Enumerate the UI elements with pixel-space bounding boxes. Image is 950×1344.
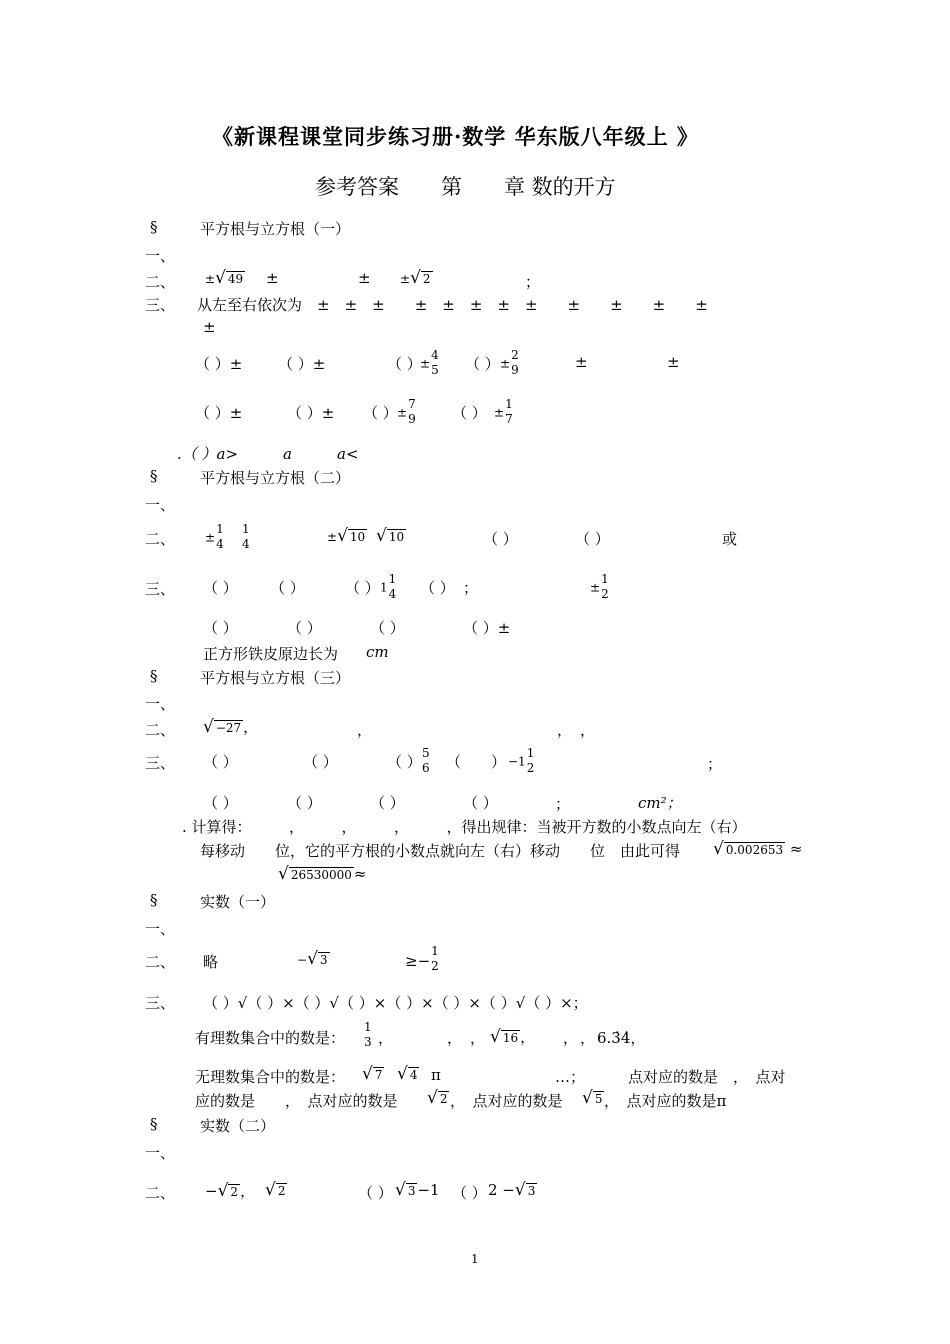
sec4-er: 二、 bbox=[145, 953, 176, 971]
sec4-rad7: √ 7 bbox=[362, 1064, 383, 1084]
sec2-heading: 平方根与立方根（二） bbox=[200, 469, 351, 487]
sec4-rational-item: ， bbox=[470, 1029, 486, 1047]
sec1-row3-item: （ ） bbox=[452, 404, 487, 422]
sec2-frac-1-2-pm: ± 1 2 bbox=[590, 572, 609, 601]
sec2-san-item: （ ） bbox=[270, 579, 305, 597]
section-mark: § bbox=[150, 467, 158, 485]
page-subtitle: 参考答案 第 章 数的开方 bbox=[315, 175, 616, 199]
sec2-row2-item: （ ） bbox=[370, 619, 405, 637]
sec5-er: 二、 bbox=[145, 1184, 176, 1202]
sec2-san-item: （ ） bbox=[203, 579, 238, 597]
section-mark: § bbox=[150, 891, 158, 909]
sec2-mixed-1-1-4: 1 1 4 bbox=[380, 572, 397, 601]
sec3-san-item: ； bbox=[707, 755, 723, 773]
sec4-rad2: √ 2 bbox=[427, 1088, 448, 1108]
sec1-san-pm: ± bbox=[203, 318, 216, 336]
section-mark: § bbox=[150, 218, 158, 236]
sec4-rational-item: ， bbox=[378, 1029, 394, 1047]
sec1-row2-item: ± bbox=[575, 353, 588, 371]
sec1-san-text: 从左至右依次为 ± ± ± ± ± ± ± ± ± ± ± ± bbox=[197, 296, 708, 314]
sec4-frac-1-3: 1 3 bbox=[364, 1020, 372, 1049]
sec4-er-item: 略 bbox=[203, 953, 219, 971]
sec1-er-rad2: ±√ 2 bbox=[400, 268, 431, 288]
sec3-row2-item: （ ） bbox=[203, 794, 238, 812]
sec2-row2-item: （ ） bbox=[203, 619, 238, 637]
sec4-line3: 应的数是 ， 点对应的数是 bbox=[195, 1092, 398, 1110]
sec3-calc2: 每移动 位，它的平方根的小数点就向左（右）移动 位 由此可得 bbox=[200, 842, 681, 860]
sec3-san-item: （ ） bbox=[387, 753, 422, 771]
sec4-rad16: √ 16 ， bbox=[490, 1027, 536, 1047]
sec3-san: 三、 bbox=[145, 754, 176, 772]
sec4-san-text: （ ）√（ ）×（ ）√（ ）×（ ）×（ ）×（ ）√（ ）×； bbox=[203, 994, 588, 1012]
sec3-row2-item: （ ） bbox=[287, 794, 322, 812]
sec1-row2-item: （ ）± bbox=[195, 355, 243, 373]
sec3-row2-item: （ ） bbox=[370, 794, 405, 812]
sec5-heading: 实数（二） bbox=[200, 1117, 276, 1135]
sec5-yi: 一、 bbox=[145, 1144, 176, 1162]
sec4-rational-label: 有理数集合中的数是： bbox=[195, 1029, 346, 1047]
sec2-san-item: ； bbox=[463, 579, 479, 597]
sec2-side-text: 正方形铁皮原边长为 bbox=[203, 645, 339, 663]
sec2-rad10: √ 10 bbox=[376, 526, 405, 546]
sec2-er-item: （ ） bbox=[575, 530, 610, 548]
sec2-frac-1-4: 1 4 bbox=[242, 522, 250, 551]
sec1-frac-1-7: ± 1 7 bbox=[494, 397, 513, 426]
sec4-heading: 实数（一） bbox=[200, 893, 276, 911]
sec2-er-item: 或 bbox=[722, 530, 738, 548]
sec3-yi: 一、 bbox=[145, 695, 176, 713]
sec3-san-item: （ ） bbox=[446, 753, 507, 771]
sec3-er-comma: ， bbox=[580, 721, 596, 739]
sec2-san: 三、 bbox=[145, 580, 176, 598]
sec5-rad2: √ 2 bbox=[265, 1180, 286, 1200]
sec3-er: 二、 bbox=[145, 721, 176, 739]
sec1-yi: 一、 bbox=[145, 247, 176, 265]
sec3-heading: 平方根与立方根（三） bbox=[200, 669, 351, 687]
sec2-san-item: （ ） bbox=[345, 579, 380, 597]
sec1-row2-item: （ ） bbox=[465, 355, 500, 373]
sec3-san-item: （ ） bbox=[303, 753, 338, 771]
sec4-line3: ， 点对应的数是π bbox=[604, 1092, 727, 1110]
sec2-row2-item: （ ）± bbox=[463, 619, 511, 637]
sec4-rational-item: 6.3̇4̇， bbox=[597, 1029, 646, 1047]
sec1-er: 二、 bbox=[145, 273, 176, 291]
page-title: 《新课程课堂同步练习册·数学 华东版八年级上 》 bbox=[212, 124, 699, 149]
sec4-rad4: √ 4 bbox=[397, 1064, 418, 1084]
sec2-er: 二、 bbox=[145, 530, 176, 548]
sec5-er-item: （ ） bbox=[358, 1184, 393, 1202]
sec4-san: 三、 bbox=[145, 994, 176, 1012]
sec1-row3-item: （ ） bbox=[363, 404, 398, 422]
sec1-er-rad49: ±√ 49 bbox=[205, 268, 244, 288]
sec3-rad-neg27: √ −27 ， bbox=[203, 717, 259, 737]
sec1-er-semicolon: ； bbox=[525, 273, 541, 291]
sec2-frac-1-4-pm: ± 1 4 bbox=[205, 522, 224, 551]
sec1-frac-7-9: ± 7 9 bbox=[397, 397, 416, 426]
sec1-row2-item: ± bbox=[667, 353, 680, 371]
sec4-irrational-label: 无理数集合中的数是： bbox=[195, 1068, 346, 1086]
page-number: 1 bbox=[471, 1252, 479, 1266]
sec1-frac-4-5: ± 4 5 bbox=[420, 348, 439, 377]
sec4-line3: ， 点对应的数是 bbox=[450, 1092, 563, 1110]
sec1-row2-item: （ ）± bbox=[278, 355, 326, 373]
sec4-irr-item: …； bbox=[555, 1068, 586, 1086]
sec2-row2-item: （ ） bbox=[287, 619, 322, 637]
sec2-yi: 一、 bbox=[145, 496, 176, 514]
sec4-yi: 一、 bbox=[145, 920, 176, 938]
sec1-last: .（ ）a> a a< bbox=[177, 445, 359, 463]
sec3-er-comma: ， bbox=[557, 721, 573, 739]
sec4-neg-rad3: −√ 3 bbox=[297, 949, 328, 969]
sec2-san-item: （ ） bbox=[420, 579, 455, 597]
sec1-row2-item: （ ） bbox=[387, 355, 422, 373]
sec4-rational-item: ， bbox=[580, 1029, 596, 1047]
sec1-row3-item: （ ）± bbox=[287, 404, 335, 422]
sec5-2-minus-rad3: 2 −√ 3 bbox=[488, 1180, 536, 1200]
sec5-neg-rad2: −√ 2 ， bbox=[205, 1181, 256, 1201]
sec3-san-item: （ ） bbox=[203, 753, 238, 771]
sec3-rad-26530000: √ 26530000 ≈ bbox=[278, 864, 367, 884]
sec3-row2-item: （ ） bbox=[463, 794, 498, 812]
sec4-rational-item: ， bbox=[447, 1029, 463, 1047]
sec4-rational-item: ， bbox=[563, 1029, 579, 1047]
section-mark: § bbox=[150, 667, 158, 685]
sec1-frac-2-9: ± 2 9 bbox=[500, 348, 519, 377]
sec3-row2-item: ； bbox=[555, 795, 571, 813]
sec2-er-item: （ ） bbox=[483, 530, 518, 548]
sec1-san: 三、 bbox=[145, 296, 176, 314]
sec1-er-pm1: ± bbox=[266, 269, 279, 287]
sec4-pi: π bbox=[431, 1066, 441, 1084]
sec5-er-item: （ ） bbox=[452, 1184, 487, 1202]
sec5-rad3-minus1: √ 3 −1 bbox=[395, 1180, 440, 1200]
sec3-rad-0002653: √ 0.002653 ≈ bbox=[713, 839, 803, 859]
section-mark: § bbox=[150, 1115, 158, 1133]
sec3-row2-unit: cm²； bbox=[638, 794, 682, 812]
sec4-ge-frac: ≥− 1 2 bbox=[405, 944, 439, 973]
sec3-mixed-neg1-1-2: −1 1 2 bbox=[508, 746, 535, 775]
sec1-er-pm2: ± bbox=[358, 269, 371, 287]
sec3-calc: . 计算得： ， ， ， ，得出规律：当被开方数的小数点向左（右） bbox=[182, 818, 747, 836]
sec2-unit: cm bbox=[366, 643, 389, 661]
sec2-rad10-pm: ±√ 10 bbox=[327, 526, 366, 546]
sec1-heading: 平方根与立方根（一） bbox=[200, 220, 351, 238]
sec4-irr-item: 点对应的数是 ， 点对 bbox=[628, 1068, 786, 1086]
sec4-rad5: √ 5 bbox=[582, 1088, 603, 1108]
sec3-er-comma: ， bbox=[357, 721, 373, 739]
sec3-frac-5-6: 5 6 bbox=[422, 746, 430, 775]
sec1-row3-item: （ ）± bbox=[195, 404, 243, 422]
